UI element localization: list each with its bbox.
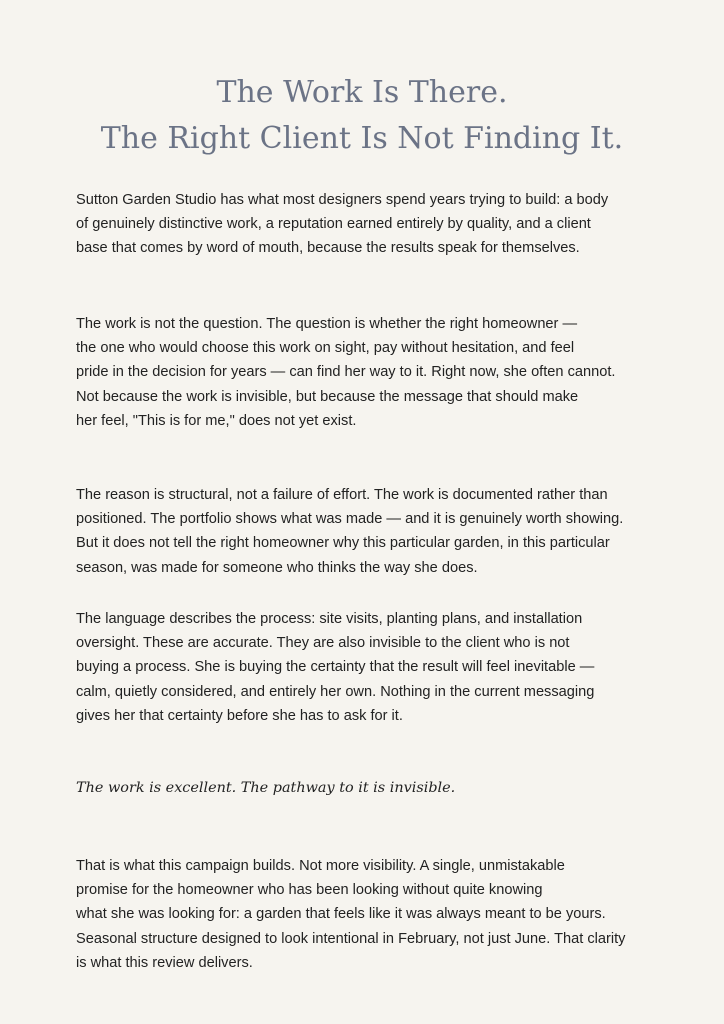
paragraph-line: buying a process. She is buying the certainty that the result will feel inevitable —: [76, 659, 595, 676]
paragraph-line: her feel, "This is for me," does not yet exist.: [76, 412, 357, 429]
paragraph-line: what she was looking for: a garden that feels like it was always meant to be yours.: [76, 906, 606, 923]
page-title: [0, 70, 724, 162]
paragraph-line: oversight. These are accurate. They are also invisible to the client who is not: [76, 635, 570, 652]
title-line: The Right Client Is Not Finding It.: [100, 121, 624, 156]
paragraph-line: Sutton Garden Studio has what most designers spend years trying to build: a body: [76, 192, 609, 208]
paragraph-line: season, was made for someone who thinks the way she does.: [76, 559, 478, 576]
pull-quote: The work is excellent. The pathway to it is invisible.: [76, 780, 456, 796]
title-line: The Work Is There.: [216, 75, 508, 110]
paragraph-line: The work is not the question. The question is whether the right homeowner —: [76, 316, 578, 332]
paragraph-line: calm, quietly considered, and entirely her own. Nothing in the current messaging: [76, 683, 595, 700]
paragraph-line: That is what this campaign builds. Not more visibility. A single, unmistakable: [76, 858, 565, 874]
reason-paragraph: [76, 483, 676, 580]
paragraph-line: promise for the homeowner who has been looking without quite knowing: [76, 882, 543, 899]
language-paragraph: [76, 607, 676, 728]
paragraph-line: is what this review delivers.: [76, 954, 253, 971]
paragraph-line: But it does not tell the right homeowner why this particular garden, in this particular: [76, 535, 610, 552]
question-paragraph: [76, 312, 676, 433]
paragraph-line: The reason is structural, not a failure of effort. The work is documented rather than: [76, 487, 608, 503]
intro-paragraph: [76, 188, 676, 261]
paragraph-line: Not because the work is invisible, but because the message that should make: [76, 388, 579, 405]
paragraph-line: gives her that certainty before she has to ask for it.: [76, 707, 403, 724]
paragraph-line: positioned. The portfolio shows what was made — and it is genuinely worth showing.: [76, 511, 624, 528]
paragraph-line: of genuinely distinctive work, a reputation earned entirely by quality, and a client: [76, 216, 591, 233]
closing-paragraph: [76, 854, 676, 975]
paragraph-line: base that comes by word of mouth, because the results speak for themselves.: [76, 240, 580, 257]
paragraph-line: pride in the decision for years — can find her way to it. Right now, she often cannot.: [76, 364, 616, 381]
paragraph-line: The language describes the process: site visits, planting plans, and installation: [76, 611, 583, 627]
paragraph-line: Seasonal structure designed to look intentional in February, not just June. That clarity: [76, 930, 626, 947]
paragraph-line: the one who would choose this work on sight, pay without hesitation, and feel: [76, 340, 575, 357]
